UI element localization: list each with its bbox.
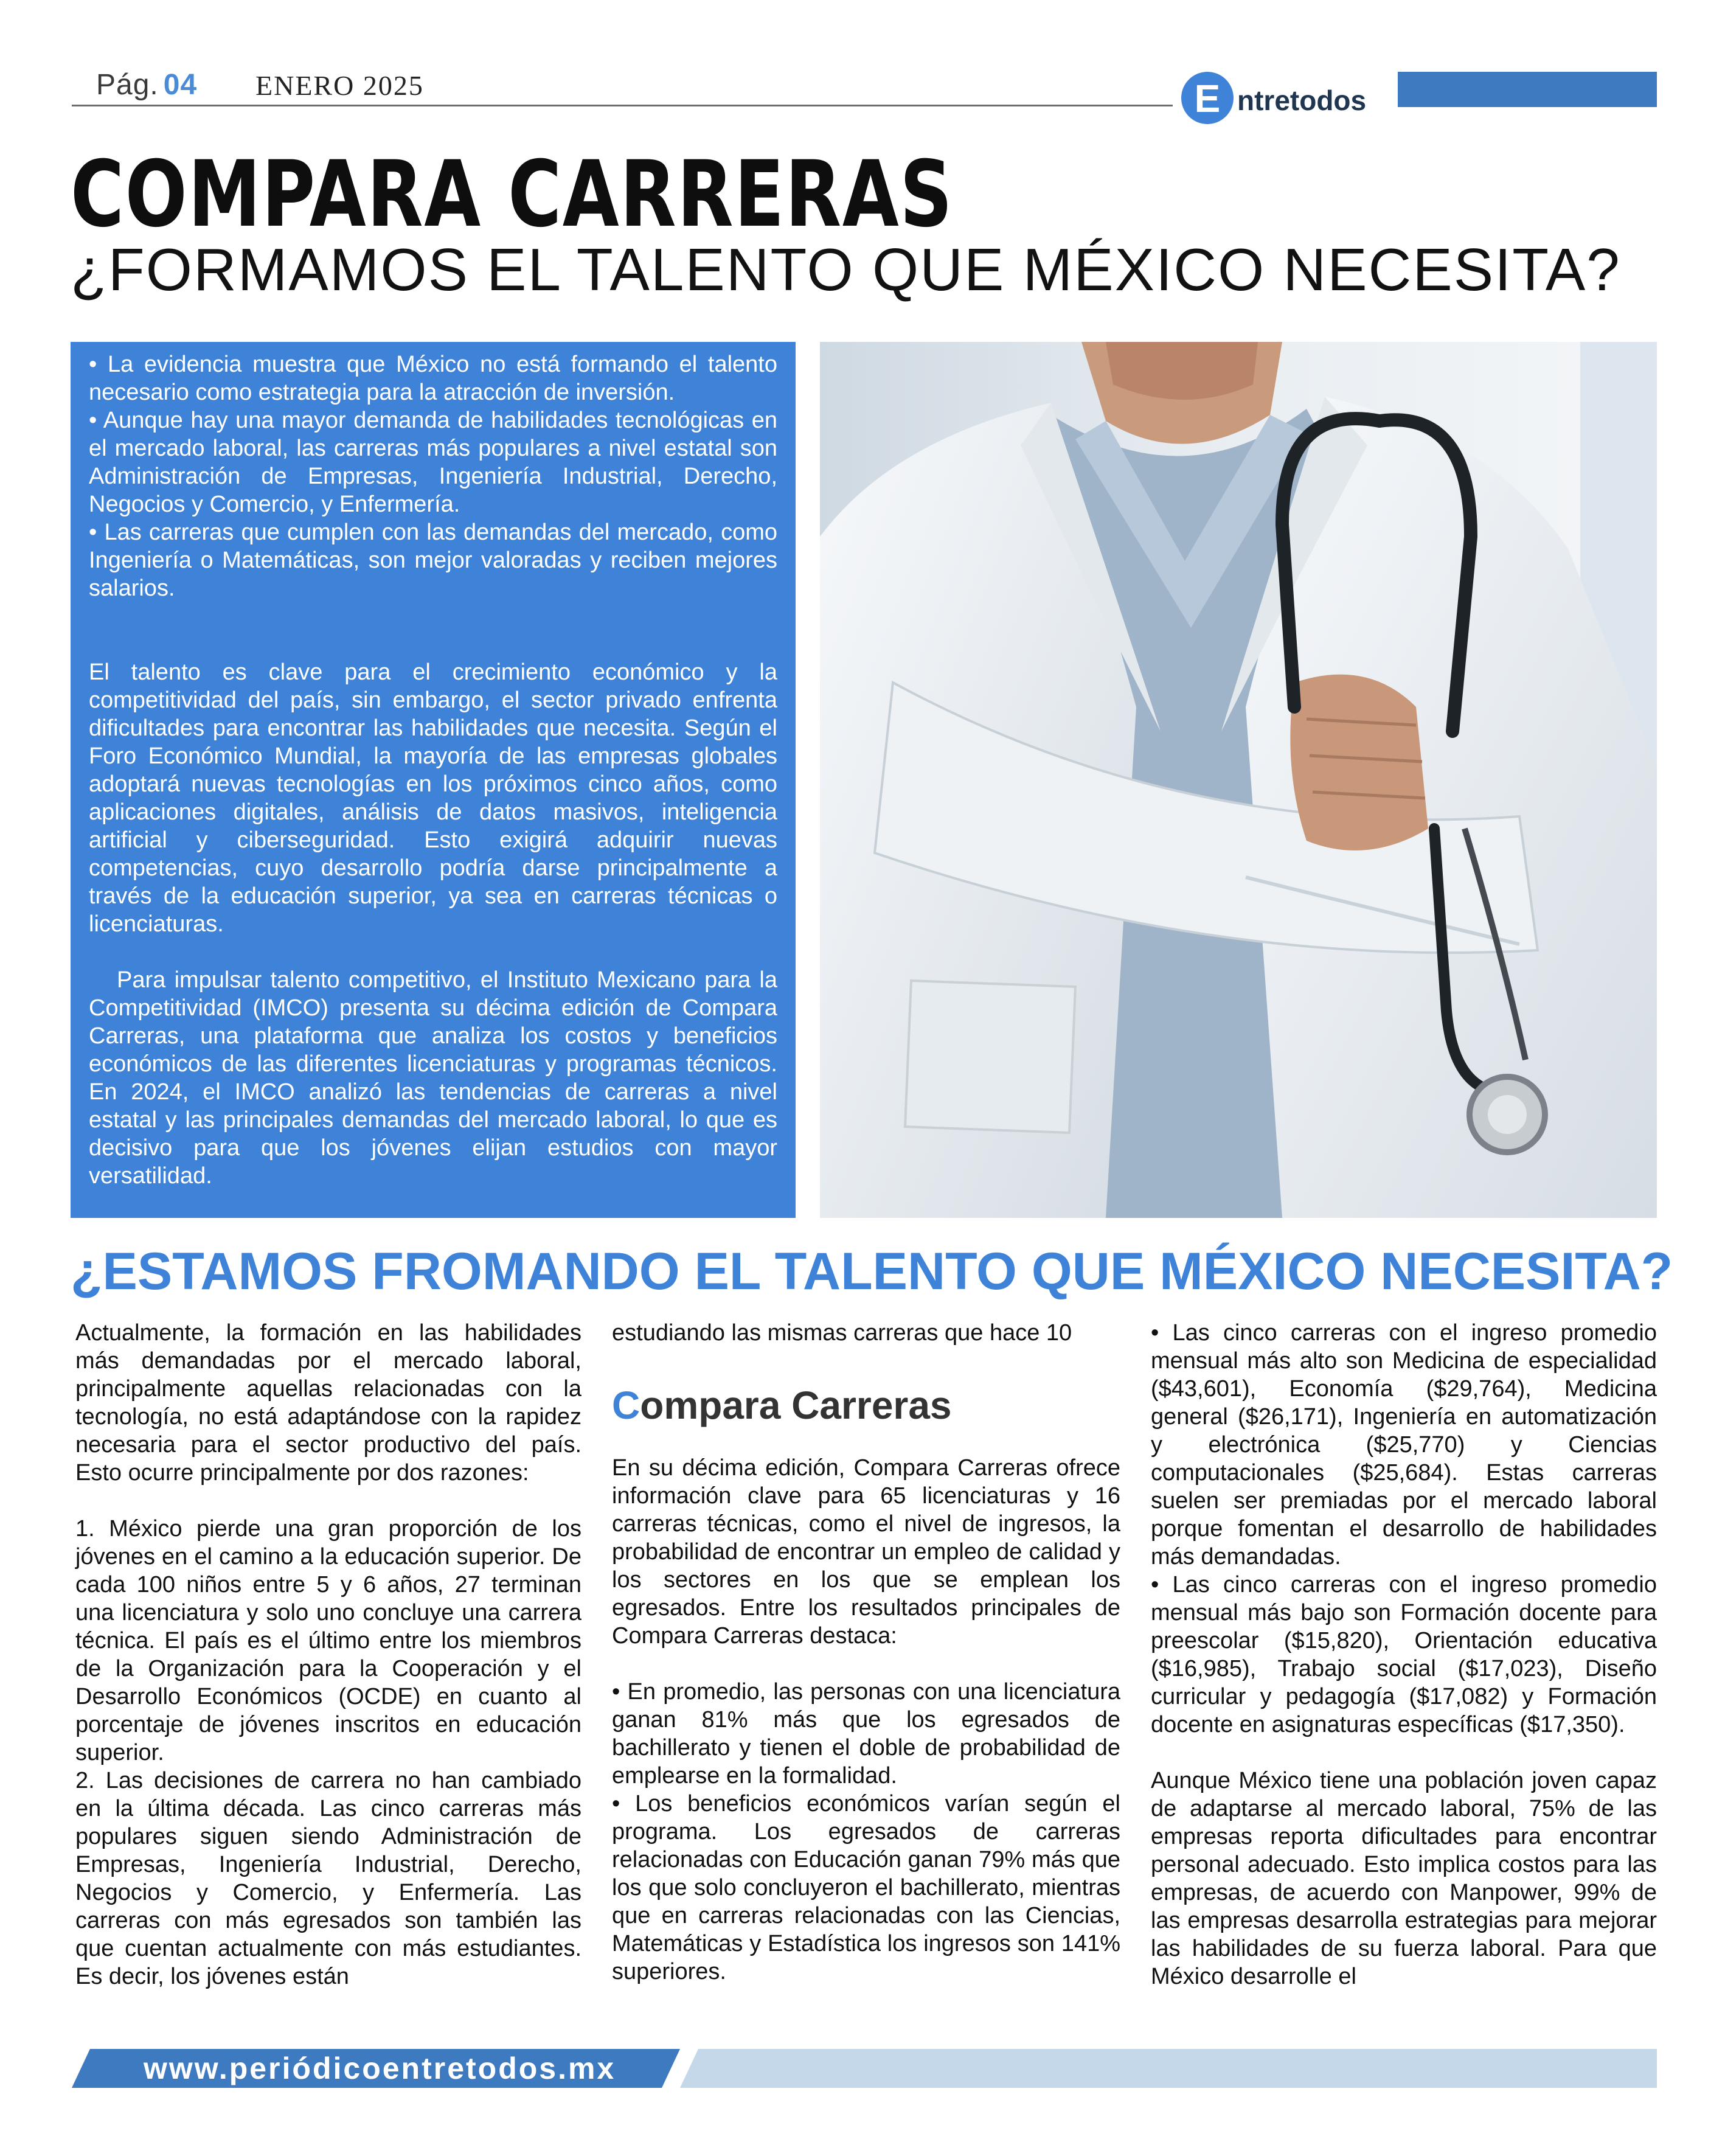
intro-box <box>71 342 796 1218</box>
paragraph: • Los beneficios económicos varían según el programa. Los egresados de carreras relacionadas con Educación ganan 79% más que los que solo concluyeron el bachillerato, mientras que en carreras relacionadas con las Ciencias, Matemáticas y Estadística los ingresos son 141% superiores. <box>612 1791 1120 1984</box>
paragraph: estudiando las mismas carreras que hace 10 <box>612 1320 1072 1346</box>
paragraph: 2. Las decisiones de carrera no han cambiado en la última década. Las cinco carreras más populares siguen siendo Administración de Empresas, Ingeniería Industrial, Derecho, Negocios y Comercio, y Enfermería. Las carreras con más egresados son también las que cuentan actualmente con más estudiantes. Es decir, los jóvenes están <box>75 1768 581 1989</box>
paragraph: • Las cinco carreras con el ingreso promedio mensual más bajo son Formación docente para preescolar ($15,820), Orientación educativa ($16,985), Trabajo social ($17,023), Diseño curricular y pedagogía ($17,082) y Formación docente en asignaturas específicas ($17,350). <box>1151 1572 1657 1737</box>
section-heading: ¿ESTAMOS FROMANDO EL TALENTO QUE MÉXICO NECESITA? <box>71 1242 1673 1301</box>
paragraph: En su décima edición, Compara Carreras ofrece información clave para 65 licenciaturas y 16 carreras técnicas, como el nivel de ingresos, la probabilidad de encontrar un empleo de calidad y los sectores en los que se emplean los egresados. Entre los resultados principales de Compara Carreras destaca: <box>612 1455 1120 1649</box>
page-label: Pág. <box>96 69 159 101</box>
page-subtitle: ¿FORMAMOS EL TALENTO QUE MÉXICO NECESITA? <box>71 236 1621 303</box>
paragraph: Aunque México tiene una población joven capaz de adaptarse al mercado laboral, 75% de las empresas reporta dificultades para encontrar personal adecuado. Esto implica costos para las empresas, de acuerdo con Manpower, 99% de las empresas desarrolla estrategias para mejorar las habilidades de su fuerza laboral. Para que México desarrolle el <box>1151 1768 1657 1989</box>
intro-paragraph: Para impulsar talento competitivo, el Instituto Mexicano para la Competitividad (IMCO) presenta su décima edición de Compara Carreras, una plataforma que analiza los costos y beneficios económicos de las diferentes licenciaturas y programas técnicos. En 2024, el IMCO analizó las tendencias de carreras a nivel estatal y las principales demandas del mercado laboral, lo que es decisivo para que los jóvenes elijan estudios con mayor versatilidad. <box>89 967 777 1189</box>
subheading-initial: C <box>612 1383 640 1427</box>
paragraph: • En promedio, las personas con una licenciatura ganan 81% más que los egresados de bachillerato y tienen el doble de probabilidad de emplearse en la formalidad. <box>612 1679 1120 1789</box>
page-number-label <box>96 68 197 102</box>
issue-date: ENERO 2025 <box>255 70 424 101</box>
logo-letter-badge: E <box>1181 72 1234 124</box>
paragraph: Actualmente, la formación en las habilidades más demandadas por el mercado laboral, principalmente aquellas relacionadas con la tecnología, no está adaptándose con la rapidez necesaria para el sector productivo del país. Esto ocurre principalmente por dos razones: <box>75 1320 581 1486</box>
intro-text <box>89 350 777 1190</box>
logo-text: ntretodos <box>1237 85 1367 116</box>
article-column-3 <box>1151 1319 1657 1991</box>
intro-paragraph: El talento es clave para el crecimiento económico y la competitividad del país, sin embargo, el sector privado enfrenta dificultades para encontrar las habilidades que necesita. Según el Foro Económico Mundial, la mayoría de las empresas globales adoptará nuevas tecnologías en los próximos cinco años, como aplicaciones digitales, análisis de datos masivos, inteligencia artificial y ciberseguridad. Esto exigirá adquirir nuevas competencias, cuyo desarrollo podría darse principalmente a través de la educación superior, ya sea en carreras técnicas o licenciaturas. <box>89 659 777 937</box>
paragraph: 1. México pierde una gran proporción de los jóvenes en el camino a la educación superior. De cada 100 niños entre 5 y 6 años, 27 terminan una licenciatura y solo uno concluye una carrera técnica. El país es el último entre los miembros de la Organización para la Cooperación y el Desarrollo Económicos (OCDE) en cuanto al porcentaje de jóvenes inscritos en educación superior. <box>75 1516 581 1765</box>
entretodos-logo[interactable] <box>1181 66 1388 124</box>
intro-bullet: • La evidencia muestra que México no está formando el talento necesario como estrategia para la atracción de inversión. <box>89 352 777 405</box>
paragraph: • Las cinco carreras con el ingreso promedio mensual más alto son Medicina de especialidad ($43,601), Economía ($29,764), Medicina general ($26,171), Ingeniería en automatización y electrónica ($25,770) y Ciencias computacionales ($25,684). Estas carreras suelen ser premiadas por el mercado laboral porque fomentan el desarrollo de habilidades más demandadas. <box>1151 1320 1657 1570</box>
footer-website-link[interactable]: www.periódicoentretodos.mx <box>144 2051 616 2085</box>
subheading-rest: ompara Carreras <box>640 1383 952 1427</box>
footer-accent-bar <box>680 2049 1657 2088</box>
page-title: COMPARA CARRERAS <box>71 142 954 248</box>
intro-bullet: • Las carreras que cumplen con las demandas del mercado, como Ingeniería o Matemáticas, son mejor valoradas y reciben mejores salarios. <box>89 520 777 601</box>
intro-bullet: • Aunque hay una mayor demanda de habilidades tecnológicas en el mercado laboral, las carreras más populares a nivel estatal son Administración de Empresas, Ingeniería Industrial, Derecho, Negocios y Comercio, y Enfermería. <box>89 408 777 517</box>
article-column-1 <box>75 1319 581 1991</box>
article-column-2 <box>612 1319 1120 1986</box>
header-rule <box>72 105 1173 106</box>
doctor-photo <box>820 342 1657 1218</box>
header-accent-bar <box>1398 72 1657 107</box>
subheading-compara-carreras <box>612 1381 1120 1430</box>
page-number: 04 <box>163 69 198 101</box>
